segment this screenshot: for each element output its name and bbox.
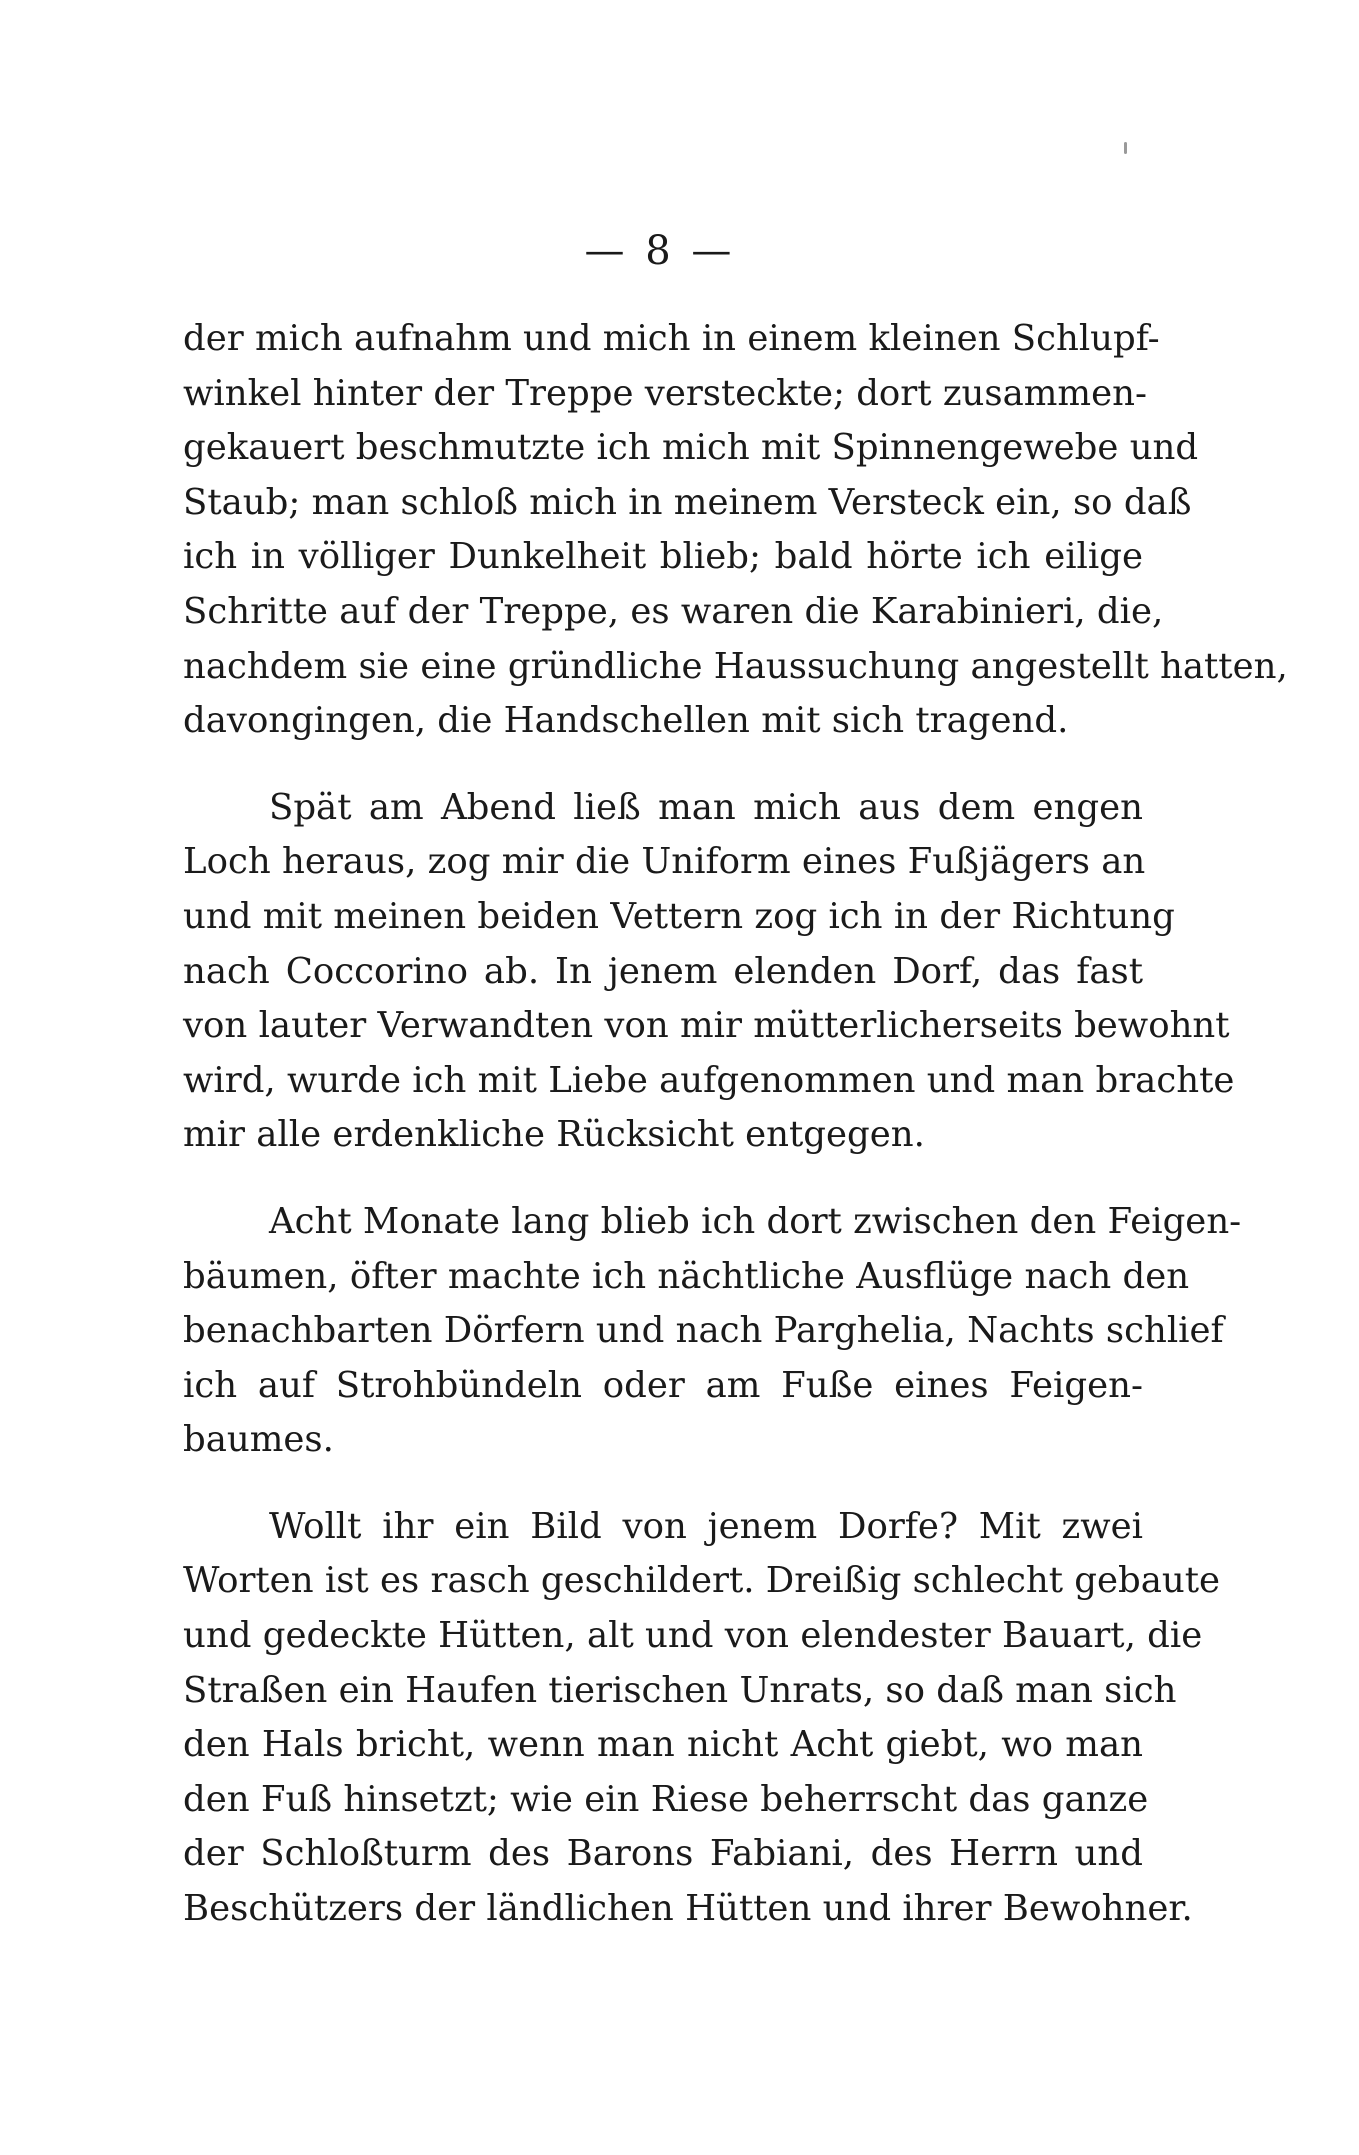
text-line: wird, wurde ich mit Liebe aufgenommen und man brachte [183,1059,1235,1101]
text-line: von lauter Verwandten von mir mütterlicherseits bewohnt [183,1005,1230,1047]
text-line: und gedeckte Hütten, alt und von elendester Bauart, die [183,1615,1203,1657]
text-line: davongingen, die Handschellen mit sich tragend. [183,700,1069,742]
paragraph-2 [183,781,1235,1163]
text-line: nachdem sie eine gründliche Haussuchung angestellt hatten, [183,645,1288,687]
text-line: Staub; man schloß mich in meinem Versteck ein, so daß [183,481,1192,523]
text-line: den Fuß hinsetzt; wie ein Riese beherrscht das ganze [183,1778,1149,1820]
text-line: und mit meinen beiden Vettern zog ich in der Richtung [183,895,1175,937]
text-line: Loch heraus, zog mir die Uniform eines Fußjägers an [183,841,1146,883]
page-number: — 8 — [584,228,736,274]
paragraph-3 [183,1195,1242,1468]
text-line: mir alle erdenkliche Rücksicht entgegen. [183,1114,925,1156]
text-line: benachbarten Dörfern und nach Parghelia, Nachts schlief [183,1310,1224,1352]
text-line: der mich aufnahm und mich in einem kleinen Schlupf- [183,318,1160,359]
text-line: baumes. [183,1419,334,1461]
text-line: nach Coccorino ab. In jenem elenden Dorf, das fast [183,950,1143,992]
paragraph-4 [183,1500,1221,1937]
text-line: ich in völliger Dunkelheit blieb; bald hörte ich eilige [183,536,1143,578]
body-text [183,312,1288,1937]
text-line: ich auf Strohbündeln oder am Fuße eines Feigen- [183,1364,1143,1406]
text-line: Straßen ein Haufen tierischen Unrats, so daß man sich [183,1669,1177,1711]
text-line: Schritte auf der Treppe, es waren die Karabinieri, die, [183,590,1164,632]
text-line: Worten ist es rasch geschildert. Dreißig schlecht gebaute [183,1560,1221,1602]
text-line: den Hals bricht, wenn man nicht Acht giebt, wo man [183,1724,1143,1766]
text-line: gekauert beschmutzte ich mich mit Spinnengewebe und [183,427,1199,469]
text-line: Spät am Abend ließ man mich aus dem engen [269,786,1143,828]
paper-speck [1124,142,1127,154]
text-line: der Schloßturm des Barons Fabiani, des Herrn und [183,1833,1143,1875]
text-line: Acht Monate lang blieb ich dort zwischen den Feigen- [269,1200,1242,1242]
text-line: winkel hinter der Treppe versteckte; dort zusammen- [183,372,1147,414]
paragraph-1 [183,312,1288,749]
text-line: Beschützers der ländlichen Hütten und ihrer Bewohner. [183,1888,1193,1930]
text-line: Wollt ihr ein Bild von jenem Dorfe? Mit zwei [269,1505,1143,1547]
text-line: bäumen, öfter machte ich nächtliche Ausflüge nach den [183,1255,1190,1297]
